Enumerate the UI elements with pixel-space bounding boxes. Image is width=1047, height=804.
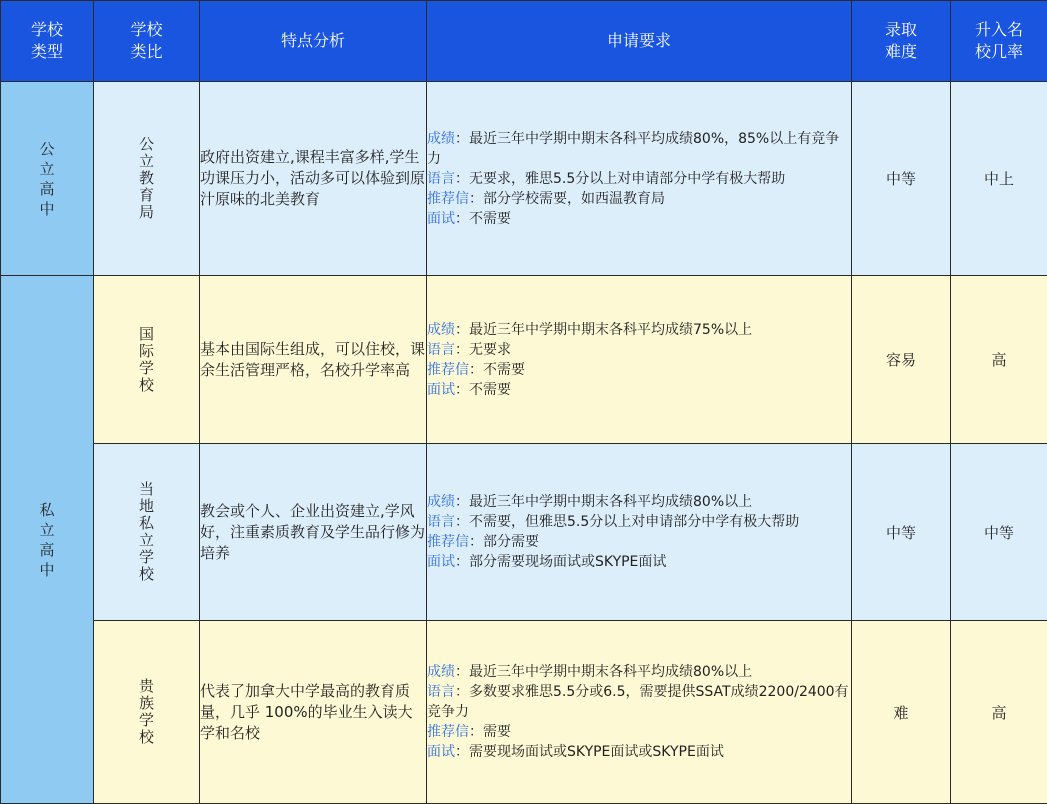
requirements-cell <box>427 82 852 276</box>
req-text: ：需要 <box>469 724 511 740</box>
req-recommendation <box>427 189 851 209</box>
req-text: ：部分学校需要，如西温教育局 <box>469 191 665 207</box>
req-label: 面试 <box>427 211 455 227</box>
difficulty-cell: 容易 <box>852 276 951 444</box>
category-label: 国际学校 <box>139 326 155 394</box>
req-grades <box>427 492 851 512</box>
req-grades <box>427 129 851 169</box>
req-recommendation <box>427 532 851 552</box>
req-text: ：需要现场面试或SKYPE面试或SKYPE面试 <box>455 744 724 760</box>
req-language <box>427 340 851 360</box>
req-text: ：不需要，但雅思5.5分以上对申请部分中学有极大帮助 <box>455 514 799 530</box>
req-grades <box>427 662 851 682</box>
feature-cell: 政府出资建立,课程丰富多样,学生功课压力小，活动多可以体验到原汁原味的北美教育 <box>200 82 427 276</box>
req-label: 推荐信 <box>427 724 469 740</box>
req-text: ：最近三年中学期中期末各科平均成绩80%，85%以上有竞争力 <box>427 131 839 167</box>
req-label: 语言 <box>427 684 455 700</box>
difficulty-cell: 中等 <box>852 82 951 276</box>
header-top-school-rate: 升入名 校几率 <box>951 1 1047 82</box>
req-label: 面试 <box>427 554 455 570</box>
table-row <box>1 82 1047 276</box>
req-label: 面试 <box>427 382 455 398</box>
type-cell-public <box>1 82 94 276</box>
req-label: 推荐信 <box>427 191 469 207</box>
category-cell <box>94 82 200 276</box>
req-recommendation <box>427 360 851 380</box>
req-text: ：不需要 <box>469 362 525 378</box>
req-text: ：部分需要现场面试或SKYPE面试 <box>455 554 666 570</box>
difficulty-cell: 中等 <box>852 444 951 621</box>
header-feature-analysis: 特点分析 <box>200 1 427 82</box>
req-grades <box>427 320 851 340</box>
req-label: 语言 <box>427 171 455 187</box>
feature-cell: 教会或个人、企业出资建立,学风好，注重素质教育及学生品行修为培养 <box>200 444 427 621</box>
rate-cell: 高 <box>951 276 1047 444</box>
req-text: ：最近三年中学期中期末各科平均成绩80%以上 <box>455 664 752 680</box>
category-cell <box>94 276 200 444</box>
category-cell <box>94 444 200 621</box>
header-school-category: 学校 类比 <box>94 1 200 82</box>
feature-cell: 代表了加拿大中学最高的教育质量，几乎 100%的毕业生入读大学和名校 <box>200 621 427 804</box>
req-label: 推荐信 <box>427 534 469 550</box>
req-label: 语言 <box>427 514 455 530</box>
requirements-cell <box>427 276 852 444</box>
rate-cell: 中上 <box>951 82 1047 276</box>
req-language <box>427 169 851 189</box>
req-text: ：不需要 <box>455 211 511 227</box>
req-interview <box>427 742 851 762</box>
req-label: 成绩 <box>427 322 455 338</box>
req-language <box>427 512 851 532</box>
req-label: 成绩 <box>427 131 455 147</box>
req-text: ：最近三年中学期中期末各科平均成绩80%以上 <box>455 494 752 510</box>
header-admission-difficulty: 录取 难度 <box>852 1 951 82</box>
req-text: ：最近三年中学期中期末各科平均成绩75%以上 <box>455 322 752 338</box>
req-label: 成绩 <box>427 494 455 510</box>
req-text: ：多数要求雅思5.5分或6.5，需要提供SSAT成绩2200/2400有竞争力 <box>427 684 849 720</box>
req-text: ：部分需要 <box>469 534 539 550</box>
requirements-cell <box>427 444 852 621</box>
req-label: 面试 <box>427 744 455 760</box>
feature-cell: 基本由国际生组成，可以住校，课余生活管理严格，名校升学率高 <box>200 276 427 444</box>
req-recommendation <box>427 722 851 742</box>
table-row <box>1 444 1047 621</box>
req-interview <box>427 552 851 572</box>
category-label: 当地私立学校 <box>139 481 155 583</box>
req-text: ：无要求 <box>455 342 511 358</box>
category-label: 贵族学校 <box>139 678 155 746</box>
header-application-requirements: 申请要求 <box>427 1 852 82</box>
req-label: 语言 <box>427 342 455 358</box>
req-interview <box>427 380 851 400</box>
type-label-public: 公立高中 <box>39 139 55 219</box>
req-language <box>427 682 851 722</box>
req-label: 推荐信 <box>427 362 469 378</box>
type-cell-private <box>1 276 94 804</box>
table-row <box>1 276 1047 444</box>
type-label-private: 私立高中 <box>39 500 55 580</box>
req-label: 成绩 <box>427 664 455 680</box>
req-text: ：无要求，雅思5.5分以上对申请部分中学有极大帮助 <box>455 171 785 187</box>
category-cell <box>94 621 200 804</box>
table-row <box>1 621 1047 804</box>
category-label: 公立教育局 <box>139 136 155 221</box>
header-row <box>1 1 1047 82</box>
requirements-cell <box>427 621 852 804</box>
req-text: ：不需要 <box>455 382 511 398</box>
difficulty-cell: 难 <box>852 621 951 804</box>
rate-cell: 中等 <box>951 444 1047 621</box>
rate-cell: 高 <box>951 621 1047 804</box>
header-school-type: 学校 类型 <box>1 1 94 82</box>
req-interview <box>427 209 851 229</box>
